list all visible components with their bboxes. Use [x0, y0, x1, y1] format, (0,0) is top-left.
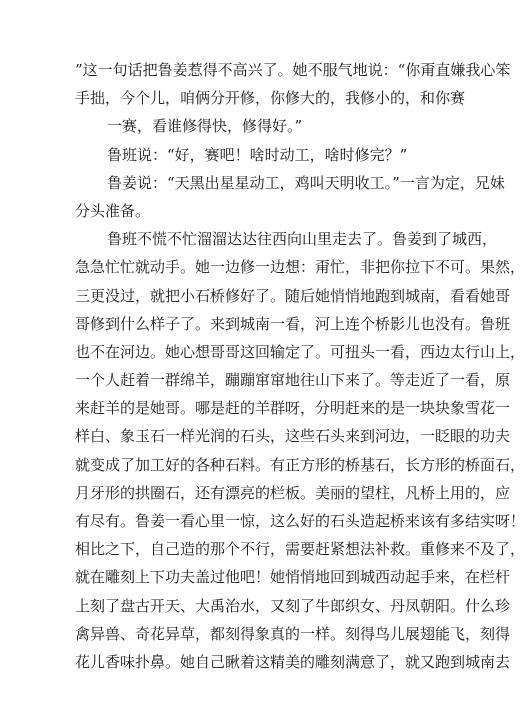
text-line: 一赛，看谁修得快，修得好。” [107, 117, 303, 136]
text-line: 上刻了盘古开天、大禹治水，又刻了牛郎织女、丹凤朝阳。什么珍 [75, 596, 511, 615]
text-line: 也不在河边。她心想哥哥这回输定了。可扭头一看，西边太行山上， [75, 342, 525, 361]
text-line: 就在雕刻上下功夫盖过他吧！她悄悄地回到城西动起手来，在栏杆 [75, 568, 511, 587]
text-line: 有尽有。鲁姜一看心里一惊，这么好的石头造起桥来该有多结实呀！ [75, 512, 525, 530]
text-line: ”这一句话把鲁姜惹得不高兴了。她不服气地说：“你甭直嫌我心笨 [75, 61, 511, 79]
text-line: 手拙，今个儿，咱俩分开修，你修大的，我修小的，和你赛 [75, 89, 466, 108]
text-line: 来赶羊的是她哥。哪是赶的羊群呀，分明赶来的是一块块象雪花一 [75, 399, 511, 418]
text-line: 禽异兽、奇花异草，都刻得象真的一样。刻得鸟儿展翅能飞，刻得 [75, 624, 511, 643]
text-line: 一个人赶着一群绵羊，蹦蹦窜窜地往山下来了。等走近了一看，原 [75, 371, 511, 390]
text-line: 鲁姜说：“天黑出星星动工，鸡叫天明收工。”一言为定，兄妹 [107, 173, 505, 192]
text-line: 鲁班不慌不忙溜溜达达往西向山里走去了。鲁姜到了城西， [107, 230, 498, 249]
text-line: 急急忙忙就动手。她一边修一边想：甭忙，非把你拉下不可。果然， [75, 258, 525, 277]
text-line: 月牙形的拱圈石，还有漂亮的栏板。美丽的望柱，凡桥上用的，应 [75, 483, 511, 502]
text-line: 分头准备。 [75, 201, 151, 220]
text-line: 鲁班说：“好，赛吧！啥时动工，啥时修完？” [107, 145, 408, 164]
text-line: 三更没过，就把小石桥修好了。随后她悄悄地跑到城南，看看她哥 [75, 286, 511, 305]
text-line: 花儿香味扑鼻。她自己瞅着这精美的雕刻满意了，就又跑到城南去 [75, 652, 511, 671]
text-line: 就变成了加工好的各种石料。有正方形的桥基石，长方形的桥面石， [75, 455, 525, 474]
text-line: 相比之下，自己造的那个不行，需要赶紧想法补救。重修来不及了， [75, 540, 525, 559]
text-line: 样白、象玉石一样光润的石头，这些石头来到河边，一眨眼的功夫 [75, 427, 511, 446]
text-line: 哥修到什么样子了。来到城南一看，河上连个桥影儿也没有。鲁班 [75, 314, 511, 333]
story-text-body [75, 56, 525, 676]
